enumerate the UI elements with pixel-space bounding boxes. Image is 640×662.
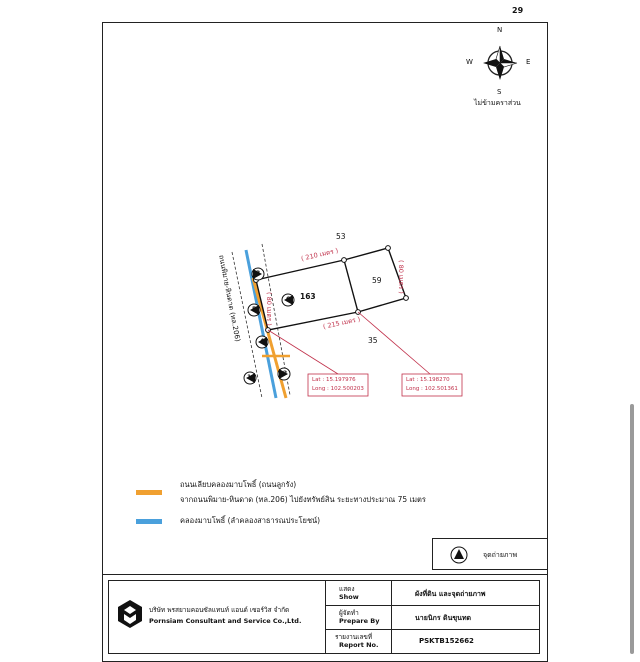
prepare-label-thai: ผู้จัดทำ xyxy=(339,609,359,617)
dimension-right: ( 80 เมตร ) xyxy=(397,260,405,294)
coord-left-lat: Lat : 15.197976 xyxy=(312,377,356,383)
prepare-value: นายนิกร ดินขุนทด xyxy=(415,614,472,622)
photo-point-icon xyxy=(449,545,469,565)
report-label-thai: รายงานเลขที่ xyxy=(335,633,373,641)
coord-right-lat: Lat : 15.198270 xyxy=(406,377,450,383)
legend-blue-text: คลองมาบโพธิ์ (ลำคลองสาธารณประโยชน์) xyxy=(180,516,321,525)
dimension-bottom: ( 215 เมตร ) xyxy=(322,315,361,331)
show-value: ผังที่ดิน และจุดถ่ายภาพ xyxy=(415,590,486,598)
company-name-thai: บริษัท พรสยามคอนซัลแทนท์ แอนด์ เซอร์วิส จำกัด xyxy=(149,606,290,614)
marker-label-5: 5 xyxy=(252,306,257,313)
plot-east-number: 59 xyxy=(372,276,382,285)
plot-outline xyxy=(256,248,406,330)
title-block xyxy=(102,574,548,660)
coord-left-long: Long : 102.500203 xyxy=(312,386,364,392)
compass-south: S xyxy=(497,88,502,96)
marker-label-4: 4 xyxy=(260,338,265,345)
legend-orange-line1: ถนนเลียบคลองมาบโพธิ์ (ถนนลูกรัง) xyxy=(180,480,297,489)
company-name-english: Pornsiam Consultant and Service Co.,Ltd. xyxy=(149,617,302,625)
prepare-label-english: Prepare By xyxy=(339,617,380,625)
legend-orange-line2: จากถนนพิมาย-หินดาด (ทล.206) ไปยังทรัพย์สิน ระยะทางประมาณ 75 เมตร xyxy=(180,495,426,504)
marker-label-2: 2 xyxy=(283,370,288,377)
compass-east: E xyxy=(526,58,531,66)
report-label-english: Report No. xyxy=(339,641,379,649)
marker-label-6: 6 xyxy=(286,296,291,303)
plot-south-number: 35 xyxy=(368,336,378,345)
plot-divider xyxy=(344,260,358,312)
dimension-left: ( 80 เมตร ) xyxy=(265,292,273,326)
photo-point-label: จุดถ่ายภาพ xyxy=(483,551,518,559)
dimension-top: ( 210 เมตร ) xyxy=(300,246,339,263)
compass-west: W xyxy=(466,58,473,66)
page-number: 29 xyxy=(512,6,524,15)
plot-north-number: 53 xyxy=(336,232,346,241)
company-logo-icon xyxy=(117,599,143,629)
show-label-thai: แสดง xyxy=(339,585,355,593)
coord-right-long: Long : 102.501361 xyxy=(406,386,458,392)
show-label-english: Show xyxy=(339,593,359,601)
road-label: ถนนพิมาย-หินดาด (ทล.206) xyxy=(216,254,242,343)
legend-orange-swatch xyxy=(136,490,162,495)
marker-label-3: 3 xyxy=(256,270,261,277)
legend-blue-swatch xyxy=(136,519,162,524)
marker-label-1: 1 xyxy=(247,374,252,381)
compass-north: N xyxy=(497,26,503,34)
plot-main-number: 163 xyxy=(300,292,316,301)
report-value: PSKTB152662 xyxy=(419,637,474,645)
scrollbar[interactable] xyxy=(630,404,634,654)
scale-note: ไม่ข้ามคราส่วน xyxy=(474,99,521,107)
title-block-inner xyxy=(108,580,540,654)
photo-point-legend xyxy=(432,538,548,570)
